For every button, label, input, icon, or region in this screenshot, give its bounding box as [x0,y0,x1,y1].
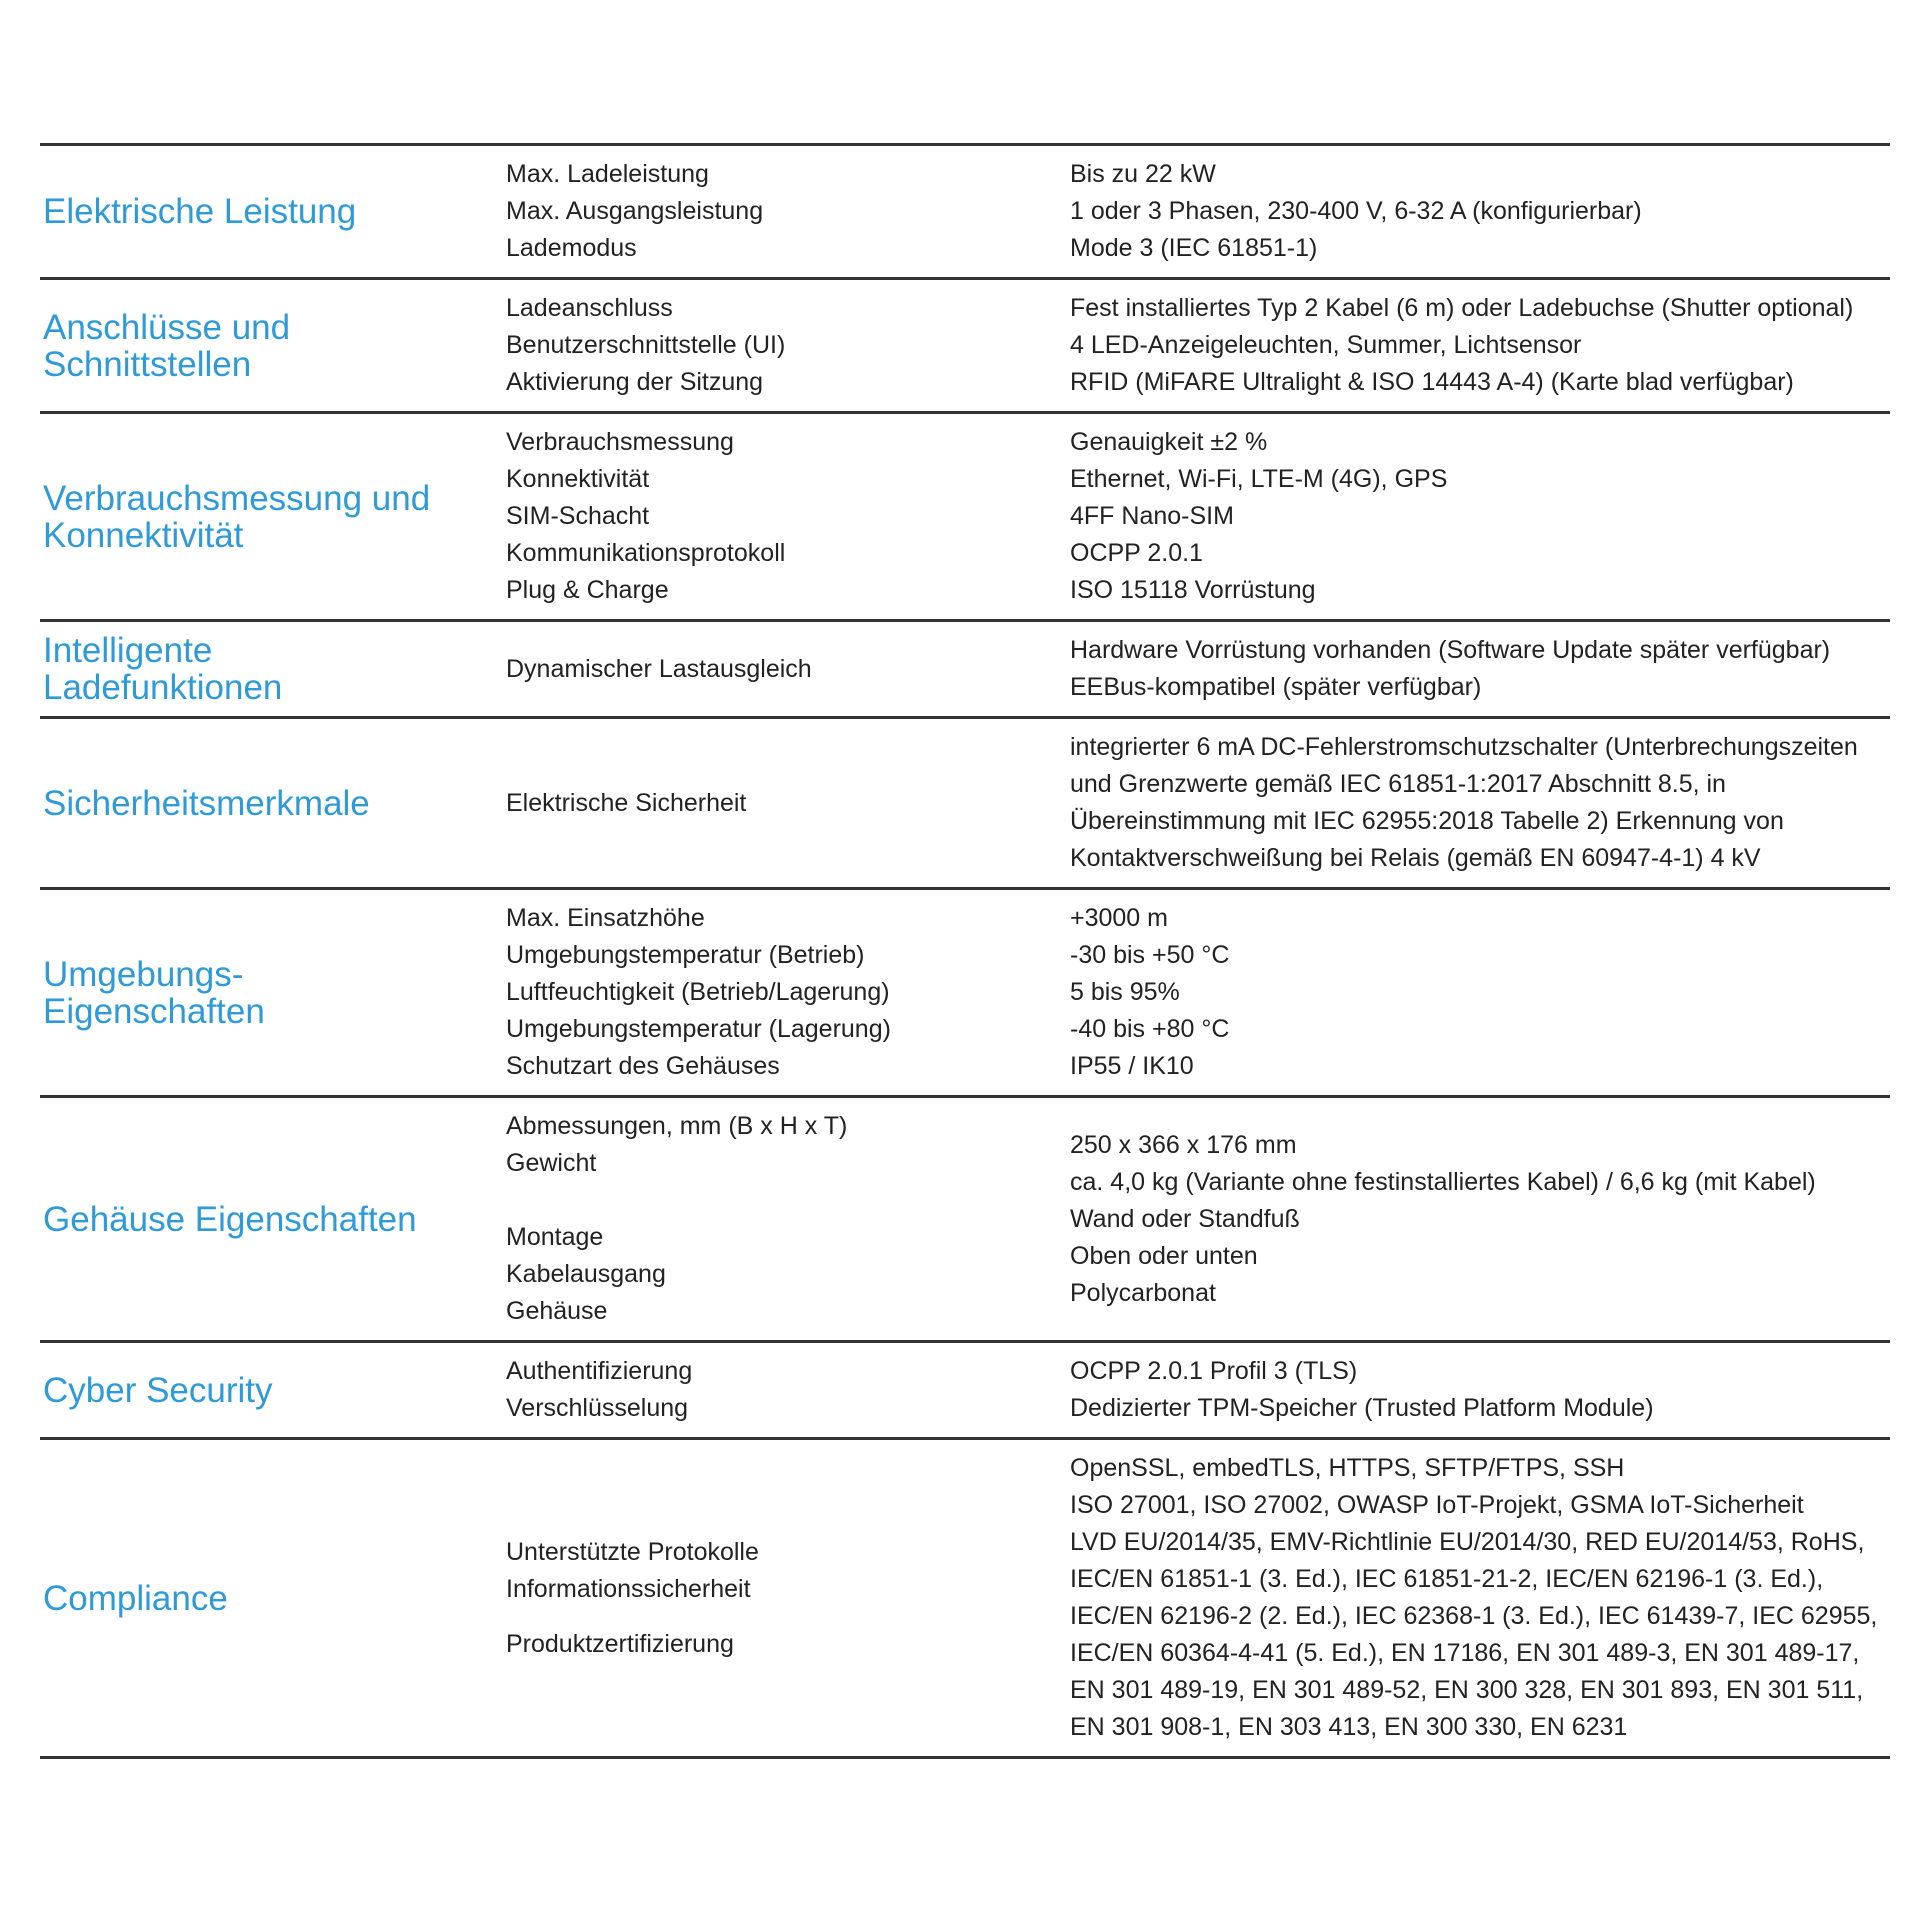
spec-labels [506,651,1070,688]
spec-label: Elektrische Sicherheit [506,788,747,817]
spec-label: Umgebungstemperatur (Lagerung) [506,1015,891,1043]
spec-label: Luftfeuchtigkeit (Betrieb/Lagerung) [506,978,890,1006]
section-title-text: Eigenschaften [43,991,265,1031]
spec-value: RFID (MiFARE Ultralight & ISO 14443 A-4) (Karte blad verfügbar) [1070,368,1794,396]
spec-value: 250 x 366 x 176 mm [1070,1130,1297,1159]
section-title [40,193,506,230]
section-housing [40,1098,1890,1343]
spec-values [1070,1127,1890,1312]
spec-value: integrierter 6 mA DC-Fehlerstromschutzschalter (Unterbrechungszeiten und Grenzwerte gemäß IEC 61851-1:2017 Abschnitt 8.5, in Übereinstimmung mit IEC 62955:2018 Tabelle 2) Erkennung von Kontaktverschweißung bei Relais (gemäß EN 60947-4-1) 4 kV [1070,733,1858,872]
spec-value: Wand oder Standfuß [1070,1204,1300,1233]
spec-values [1070,1353,1890,1427]
spec-labels [506,785,1070,822]
section-environment [40,890,1890,1098]
spec-value: LVD EU/2014/35, EMV-Richtlinie EU/2014/30, RED EU/2014/53, RoHS, IEC/EN 61851-1 (3. Ed.), IEC 61851-21-2, IEC/EN 62196-1 (3. Ed.), IEC/EN 62196-2 (2. Ed.), IEC 62368-1 (3. Ed.), IEC 61439-7, IEC 62955, IEC/EN 60364-4-41 (5. Ed.), EN 17186, EN 301 489-3, EN 301 489-17, EN 301 489-19, EN 301 489-52, EN 300 328, EN 301 893, EN 301 511, EN 301 908-1, EN 303 413, EN 300 330, EN 6231 [1070,1528,1878,1741]
spec-labels [506,1353,1070,1427]
spec-labels [506,1108,1070,1330]
spec-value: -30 bis +50 °C [1070,941,1230,969]
spec-value: 4 LED-Anzeigeleuchten, Summer, Lichtsensor [1070,331,1582,359]
spec-label: Abmessungen, mm (B x H x T) [506,1112,848,1140]
spec-value: Dedizierter TPM-Speicher (Trusted Platform Module) [1070,1394,1654,1422]
spec-label: Kabelausgang [506,1260,666,1288]
section-compliance [40,1440,1890,1759]
spec-values [1070,290,1890,401]
spec-label: Verschlüsselung [506,1394,689,1422]
spec-label: Benutzerschnittstelle (UI) [506,331,786,359]
spec-label: Schutzart des Gehäuses [506,1052,780,1080]
spec-label: Aktivierung der Sitzung [506,368,764,396]
spec-label: Max. Einsatzhöhe [506,904,705,932]
spec-value: Genauigkeit ±2 % [1070,428,1268,456]
spec-value: 4FF Nano-SIM [1070,502,1234,530]
section-safety-features [40,719,1890,890]
spec-labels [506,1534,1070,1663]
spec-value: Hardware Vorrüstung vorhanden (Software Update später verfügbar) [1070,636,1831,664]
spacer [506,1182,1070,1219]
spec-label: Verbrauchsmessung [506,428,734,456]
section-connections [40,280,1890,414]
spec-label: SIM-Schacht [506,502,650,530]
section-title-text: Schnittstellen [43,344,252,384]
spec-value: Polycarbonat [1070,1278,1216,1307]
spec-label: Unterstützte Protokolle [506,1537,759,1566]
spec-value: OCPP 2.0.1 [1070,539,1203,567]
spec-label: Lademodus [506,234,637,262]
spec-values [1070,1450,1890,1746]
section-title [40,1372,506,1409]
section-title-text: Verbrauchsmessung und [43,478,431,518]
spec-label: Montage [506,1223,604,1251]
spec-labels [506,900,1070,1085]
spec-label: Ladeanschluss [506,294,673,322]
spec-value: Ethernet, Wi-Fi, LTE-M (4G), GPS [1070,465,1448,493]
spec-labels [506,290,1070,401]
spec-label: Max. Ladeleistung [506,160,709,188]
spec-label: Plug & Charge [506,576,669,604]
spec-value: -40 bis +80 °C [1070,1015,1230,1043]
section-title-text: Intelligente [43,631,213,670]
section-title-text: Ladefunktionen [43,668,283,707]
spec-value: Mode 3 (IEC 61851-1) [1070,234,1318,262]
spec-label: Kommunikationsprotokoll [506,539,786,567]
spec-label: Max. Ausgangsleistung [506,197,764,225]
section-metering-connectivity [40,414,1890,622]
spec-value: ca. 4,0 kg (Variante ohne festinstalliertes Kabel) / 6,6 kg (mit Kabel) [1070,1167,1816,1196]
spec-values [1070,900,1890,1085]
section-title-text: Elektrische Leistung [43,192,357,231]
spec-values [1070,156,1890,267]
section-title-text: Umgebungs- [43,954,244,994]
spec-value: Bis zu 22 kW [1070,160,1216,188]
spec-value: ISO 15118 Vorrüstung [1070,576,1316,604]
spec-label: Dynamischer Lastausgleich [506,654,812,683]
section-cyber-security [40,1343,1890,1440]
spec-value: 5 bis 95% [1070,978,1180,1006]
spec-table [40,143,1890,1759]
section-electrical-power [40,146,1890,280]
spacer [506,1608,1070,1626]
section-title-text: Anschlüsse und [43,307,291,347]
spec-label: Konnektivität [506,465,650,493]
section-title [40,785,506,822]
spec-value: IP55 / IK10 [1070,1052,1194,1080]
spec-values [1070,729,1890,877]
spec-value: EEBus-kompatibel (später verfügbar) [1070,673,1482,701]
spec-value: +3000 m [1070,904,1168,932]
spec-label: Produktzertifizierung [506,1629,734,1658]
section-title-text: Konnektivität [43,515,244,555]
section-title-text: Compliance [43,1578,228,1618]
spec-label: Informationssicherheit [506,1574,751,1603]
spec-value: Oben oder unten [1070,1241,1258,1270]
spec-labels [506,156,1070,267]
spec-values [1070,424,1890,609]
spec-label: Gewicht [506,1149,597,1177]
section-title-text: Gehäuse Eigenschaften [43,1199,417,1239]
spec-values [1070,632,1890,706]
section-title [40,1201,506,1238]
spec-value: Fest installiertes Typ 2 Kabel (6 m) oder Ladebuchse (Shutter optional) [1070,294,1854,322]
spec-value: OCPP 2.0.1 Profil 3 (TLS) [1070,1357,1358,1385]
spec-label: Authentifizierung [506,1357,693,1385]
section-title [40,632,506,706]
section-title [40,309,506,383]
spec-value: ISO 27001, ISO 27002, OWASP IoT-Projekt, GSMA IoT-Sicherheit [1070,1491,1804,1519]
spec-label: Umgebungstemperatur (Betrieb) [506,941,865,969]
spec-value: OpenSSL, embedTLS, HTTPS, SFTP/FTPS, SSH [1070,1454,1625,1482]
section-smart-charging [40,622,1890,719]
section-title-text: Sicherheitsmerkmale [43,783,370,823]
section-title [40,1580,506,1617]
spec-labels [506,424,1070,609]
section-title [40,956,506,1030]
spec-value: 1 oder 3 Phasen, 230-400 V, 6-32 A (konfigurierbar) [1070,197,1642,225]
section-title-text: Cyber Security [43,1370,273,1410]
spec-label: Gehäuse [506,1297,608,1325]
section-title [40,480,506,554]
